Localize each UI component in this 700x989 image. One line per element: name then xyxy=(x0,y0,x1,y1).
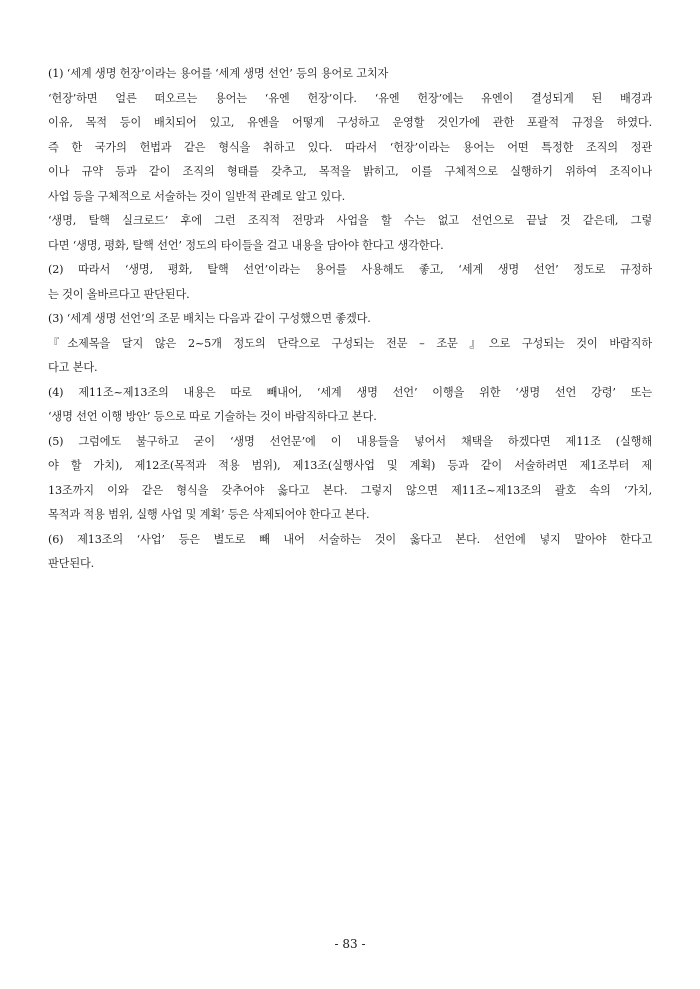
text-line: ‘헌장’하면 얼른 떠오르는 용어는 ‘유엔 헌장’이다. ‘유엔 헌장’에는 유엔이 결성되게 된 배경과 xyxy=(48,91,652,105)
paragraph xyxy=(48,528,652,577)
page-number: - 83 - xyxy=(334,937,366,951)
text-line: (4) 제11조~제13조의 내용은 따로 빼내어, ‘세계 생명 선언’ 이행을 위한 ‘생명 선언 강령’ 또는 xyxy=(48,385,652,399)
text-line: 이유, 목적 등이 배치되어 있고, 유엔을 어떻게 구성하고 운영할 것인가에 관한 포괄적 규정을 하였다. xyxy=(48,116,652,129)
text-line: 이나 규약 등과 같이 조직의 형태를 갖추고, 목적을 밝히고, 이를 구체적으로 실행하기 위하여 조직이나 xyxy=(48,165,652,178)
text-line: 목적과 적용 범위, 실행 사업 및 계획’ 등은 삭제되어야 한다고 본다. xyxy=(48,508,370,521)
text-line: ‘생명, 탈핵 실크로드’ 후에 그런 조직적 전망과 사업을 할 수는 없고 선언으로 끝날 것 같은데, 그렇 xyxy=(48,214,652,227)
text-line: (2) 따라서 ‘생명, 평화, 탈핵 선언’이라는 용어를 사용해도 좋고, ‘세계 생명 선언’ 정도로 규정하 xyxy=(48,263,652,276)
text-line: 13조까지 이와 같은 형식을 갖추어야 옳다고 본다. 그렇지 않으면 제11조~제13조의 괄호 속의 ‘가치, xyxy=(48,483,652,497)
paragraph xyxy=(48,258,652,307)
paragraph xyxy=(48,62,652,87)
paragraph xyxy=(48,307,652,332)
paragraph xyxy=(48,381,652,430)
text-line: 다고 본다. xyxy=(48,361,98,374)
paragraph xyxy=(48,332,652,381)
text-line: 는 것이 올바르다고 판단된다. xyxy=(48,287,190,301)
text-line: 즉 한 국가의 헌법과 같은 형식을 취하고 있다. 따라서 ‘헌장’이라는 용어는 어떤 특정한 조직의 정관 xyxy=(48,140,652,154)
text-line: 다면 ‘생명, 평화, 탈핵 선언’ 정도의 타이들을 걸고 내용을 담아야 한다고 생각한다. xyxy=(48,238,444,252)
text-line: 『소제목을 달지 않은 2~5개 정도의 단락으로 구성되는 전문 – 조문 』으로 구성되는 것이 바람직하 xyxy=(48,336,652,350)
text-line: 판단된다. xyxy=(48,557,95,570)
text-line: 사업 등을 구체적으로 서술하는 것이 일반적 관례로 알고 있다. xyxy=(48,189,346,203)
text-line: (6) 제13조의 ‘사업’ 등은 별도로 빼 내어 서술하는 것이 옳다고 본다. 선언에 넣지 말아야 한다고 xyxy=(48,532,652,546)
paragraph xyxy=(48,430,652,528)
text-line: 야 할 가치), 제12조(목적과 적용 범위), 제13조(실행사업 및 계획) 등과 같이 서술하려면 제1조부터 제 xyxy=(48,459,652,472)
paragraph xyxy=(48,209,652,258)
paragraph xyxy=(48,87,652,210)
text-line: (5) 그럼에도 불구하고 굳이 ‘생명 선언문’에 이 내용들을 넣어서 채택을 하겠다면 제11조 (실행해 xyxy=(48,434,652,448)
text-line: (3) ‘세계 생명 선언’의 조문 배치는 다음과 같이 구성했으면 좋겠다. xyxy=(48,312,371,325)
document-body xyxy=(48,62,652,577)
text-line: ‘생명 선언 이행 방안’ 등으로 따로 기술하는 것이 바람직하다고 본다. xyxy=(48,410,377,423)
text-line: (1) ‘세계 생명 헌장’이라는 용어를 ‘세계 생명 선언’ 등의 용어로 고치자 xyxy=(48,67,389,80)
